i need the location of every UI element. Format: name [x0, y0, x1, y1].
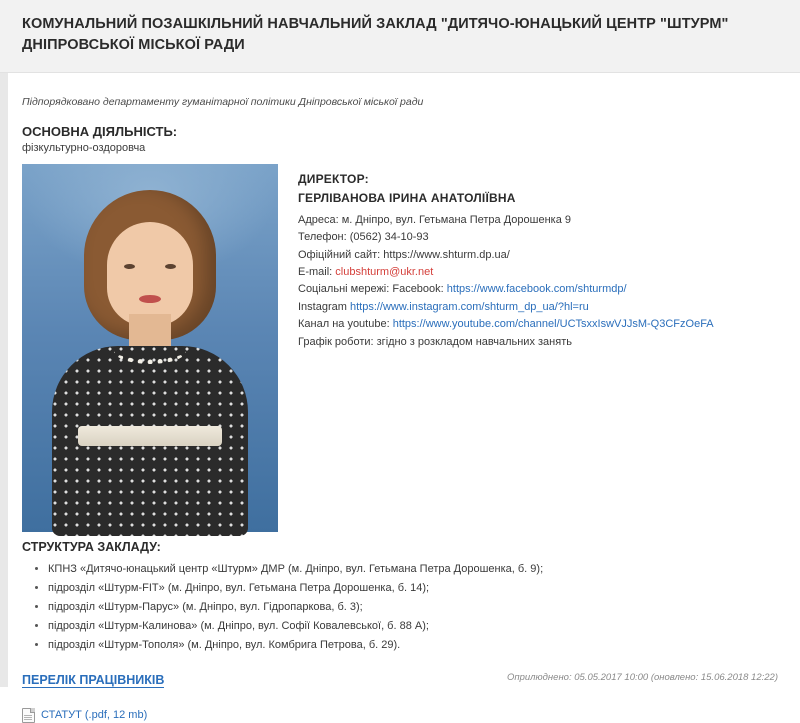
director-site-url: https://www.shturm.dp.ua/: [383, 248, 510, 261]
publication-timestamp: Оприлюднено: 05.05.2017 10:00 (оновлено: 15.06.2018 12:22): [507, 672, 778, 683]
director-schedule: Графік роботи: згідно з розкладом навчальних занять: [298, 335, 572, 348]
list-item: • підрозділ «Штурм-Тополя» (м. Дніпро, вул. Комбрига Петрова, б. 29).: [48, 636, 778, 655]
director-email-link[interactable]: clubshturm@ukr.net: [335, 266, 434, 279]
director-label: ДИРЕКТОР:: [298, 172, 369, 187]
page-header: [0, 0, 800, 73]
director-email-label: E-mail:: [298, 266, 336, 279]
activity-value: фізкультурно-оздоровча: [22, 142, 146, 155]
director-social-row: [298, 281, 778, 298]
document-icon: [22, 708, 35, 723]
portrait-eye-right: [165, 264, 176, 269]
director-address: Адреса: м. Дніпро, вул. Гетьмана Петра Дорошенка 9: [298, 213, 572, 226]
left-gutter: [0, 0, 8, 687]
portrait-eye-left: [124, 264, 135, 269]
director-phone: Телефон: (0562) 34-10-93: [298, 231, 429, 244]
director-youtube-label: Канал на youtube:: [298, 318, 393, 331]
statute-file-link[interactable]: СТАТУТ (.pdf, 12 mb): [41, 709, 148, 722]
director-youtube-row: [298, 316, 778, 333]
portrait-lips: [139, 295, 161, 303]
portrait-belt: [78, 426, 222, 446]
youtube-link[interactable]: https://www.youtube.com/channel/UCTsxxIswVJJsM-Q3CFzOeFA: [392, 318, 714, 331]
list-item: • підрозділ «Штурм-FIT» (м. Дніпро, вул. Гетьмана Петра Дорошенка, б. 14);: [48, 579, 778, 598]
director-instagram-label: Instagram: [298, 300, 350, 313]
activity-title: ОСНОВНА ДІЯЛЬНІСТЬ:: [22, 124, 178, 140]
director-site-label: Офіційний сайт:: [298, 248, 384, 261]
director-info: [298, 164, 778, 351]
portrait-face: [107, 222, 193, 326]
director-social-label: Соціальні мережі: Facebook:: [298, 283, 447, 296]
director-site-row: [298, 247, 778, 264]
structure-list: [22, 560, 778, 655]
portrait-necklace: [114, 338, 186, 364]
director-portrait: [22, 164, 278, 532]
director-name: ГЕРЛІВАНОВА ІРИНА АНАТОЛІЇВНА: [298, 190, 516, 205]
list-item: • підрозділ «Штурм-Калинова» (м. Дніпро, вул. Софії Ковалевської, б. 88 А);: [48, 617, 778, 636]
list-item: • КПНЗ «Дитячо-юнацький центр «Штурм» ДМР (м. Дніпро, вул. Гетьмана Петра Дорошенка, б. 9);: [48, 560, 778, 579]
page-content: [0, 96, 800, 723]
director-instagram-row: [298, 299, 778, 316]
instagram-link[interactable]: https://www.instagram.com/shturm_dp_ua/?hl=ru: [349, 300, 589, 313]
facebook-link[interactable]: https://www.facebook.com/shturmdp/: [446, 283, 627, 296]
structure-title: СТРУКТУРА ЗАКЛАДУ:: [22, 540, 161, 555]
staff-list-link[interactable]: ПЕРЕЛІК ПРАЦІВНИКІВ: [22, 672, 165, 687]
director-email-row: [298, 264, 778, 281]
list-item: • підрозділ «Штурм-Парус» (м. Дніпро, вул. Гідропаркова, б. 3);: [48, 598, 778, 617]
director-block: [22, 164, 778, 534]
file-attachment-row[interactable]: [22, 708, 778, 723]
subordination-text: Підпорядковано департаменту гуманітарної політики Дніпровської міської ради: [22, 96, 424, 109]
page-title: КОМУНАЛЬНИЙ ПОЗАШКІЛЬНИЙ НАВЧАЛЬНИЙ ЗАКЛАД "ДИТЯЧО-ЮНАЦЬКИЙ ЦЕНТР "ШТУРМ" ДНІПРОВСЬКОЇ МІСЬКОЇ РАДИ: [22, 16, 729, 54]
